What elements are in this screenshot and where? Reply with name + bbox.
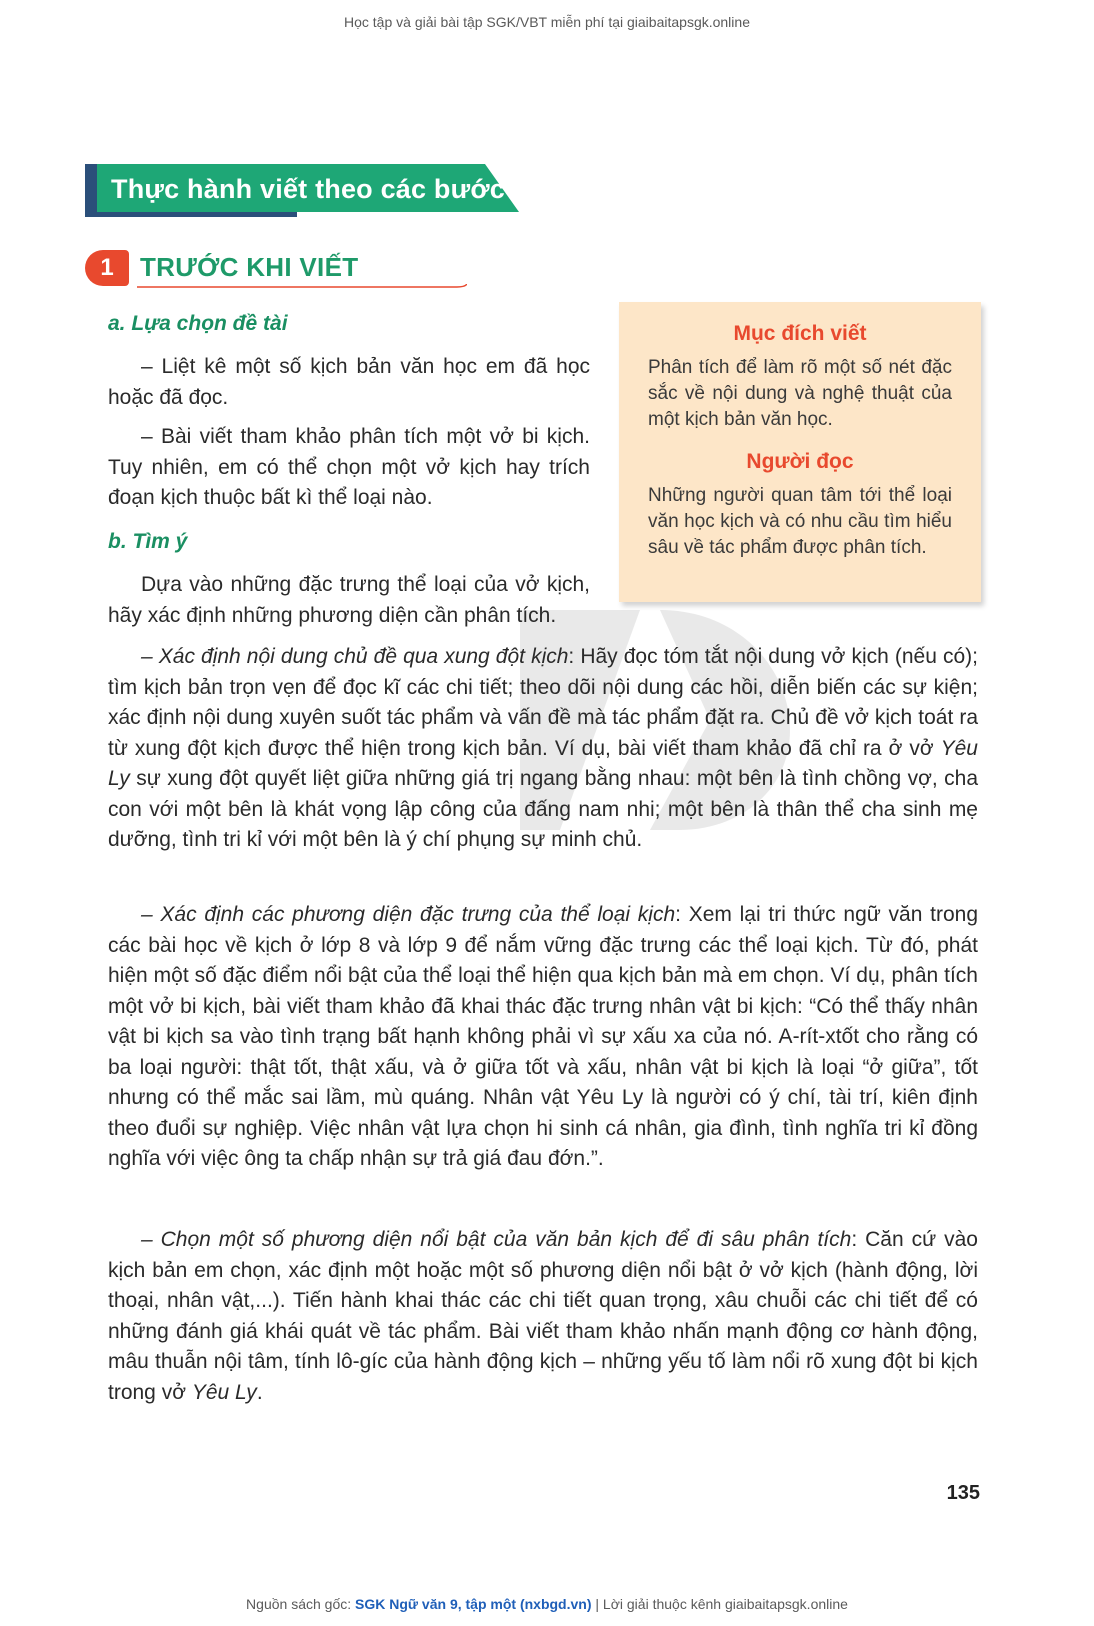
info-box [619, 302, 981, 602]
section-banner [85, 164, 519, 217]
item3-label: – Chọn một số phương diện nổi bật của văn bản kịch để đi sâu phân tích [141, 1228, 852, 1251]
reader-title: Người đọc [746, 450, 854, 473]
item1-label: – Xác định nội dung chủ đề qua xung đột kịch [141, 645, 569, 668]
section-b-intro: Dựa vào những đặc trưng thể loại của vở kịch, hãy xác định những phương diện cần phân tích. [108, 573, 590, 627]
footer-prefix: Nguồn sách gốc: [246, 1596, 356, 1612]
reader-text: Những người quan tâm tới thể loại văn học kịch và có nhu cầu tìm hiểu sâu về tác phẩm được phân tích. [648, 485, 952, 558]
purpose-title: Mục đích viết [733, 322, 867, 345]
banner-title: Thực hành viết theo các bước [111, 174, 505, 204]
item3-end: . [256, 1380, 263, 1404]
page-footer [0, 1596, 1094, 1612]
page-number: 135 [946, 1482, 980, 1504]
purpose-text: Phân tích để làm rõ một số nét đặc sắc về nội dung và nghệ thuật của một kịch bản văn học. [648, 357, 952, 430]
paragraph-content-theme [108, 642, 978, 856]
page-header: Học tập và giải bài tập SGK/VBT miễn phí tại giaibaitapsgk.online [344, 14, 750, 30]
step-heading [85, 248, 470, 290]
step-title: TRƯỚC KHI VIẾT [140, 252, 359, 282]
paragraph-key-aspects [108, 1225, 978, 1408]
item1-work-title: Yêu Ly [108, 736, 978, 790]
step-underline [137, 284, 467, 290]
item2-text: : Xem lại tri thức ngữ văn trong các bài học về kịch ở lớp 8 và lớp 9 để nắm vững đặc trưng các thể loại kịch. Từ đó, phát hiện một số đặc điểm nổi bật của thể loại thể hiện qua kịch bản mà em chọn. Ví dụ, phân tích một vở bi kịch, bài viết tham khảo đã khai thác đặc trưng nhân vật bi kịch: “Có thể thấy nhân vật bi kịch sa vào tình trạng bất hạnh không phải vì sự xấu xa của nó. A-rít-xtốt cho rằng có ba loại người: thật tốt, thật xấu, và ở giữa tốt và xấu, nhân vật bi kịch là loại “ở giữa”, tốt nhưng có thể mắc sai lầm, mù quáng. Nhân vật Yêu Ly là người có ý chí, tài trí, kiên định theo đuổi sự nghiệp. Việc nhân vật lựa chọn hi sinh cá nhân, gia đình, tình nghĩa tri kỉ đồng nghĩa với việc ông ta chấp nhận sự trả giá đau đớn.”. [108, 903, 978, 1170]
section-b-heading: b. Tìm ý [108, 530, 188, 553]
section-a-paragraph-1: – Liệt kê một số kịch bản văn học em đã học hoặc đã đọc. [108, 355, 590, 409]
section-a-heading: a. Lựa chọn đề tài [108, 312, 288, 335]
footer-book-link[interactable]: SGK Ngữ văn 9, tập một (nxbgd.vn) [355, 1596, 592, 1612]
step-number-badge: 1 [85, 250, 129, 286]
paragraph-genre-features [108, 900, 978, 1175]
item2-label: – Xác định các phương diện đặc trưng của thể loại kịch [141, 903, 676, 926]
item3-work-title: Yêu Ly [191, 1380, 257, 1404]
item1-text-b: sự xung đột quyết liệt giữa những giá trị ngang bằng nhau: một bên là tình chồng vợ, cha con với một bên là khát vọng lập công của đấng nam nhi; một bên là thân thể cha sinh mẹ dưỡng, tình tri kỉ với một bên là ý chí phụng sự minh chủ. [108, 767, 978, 851]
footer-suffix: | Lời giải thuộc kênh giaibaitapsgk.online [591, 1596, 848, 1612]
item1-text-a: : Hãy đọc tóm tắt nội dung vở kịch (nếu có); tìm kịch bản trọn vẹn để đọc kĩ các chi tiết; theo dõi nội dung các hồi, diễn biến các sự kiện; xác định nội dung xuyên suốt tác phẩm và vấn đề mà tác phẩm đặt ra. Chủ đề vở kịch toát ra từ xung đột kịch được thể hiện trong kịch bản. Ví dụ, bài viết tham khảo đã chỉ ra ở vở [108, 645, 978, 760]
section-a-paragraph-2: – Bài viết tham khảo phân tích một vở bi kịch. Tuy nhiên, em có thể chọn một vở kịch hay trích đoạn kịch thuộc bất kì thể loại nào. [108, 425, 590, 509]
item3-text: : Căn cứ vào kịch bản em chọn, xác định một hoặc một số phương diện nổi bật ở vở kịch (hành động, lời thoại, nhân vật,...). Tiến hành khai thác các chi tiết quan trọng, xâu chuỗi các chi tiết để có những đánh giá khái quát về tác phẩm. Bài viết tham khảo nhấn mạnh động cơ hành động, mâu thuẫn nội tâm, tính lô-gíc của hành động kịch – những yếu tố làm nổi rõ xung đột bi kịch trong vở [108, 1228, 978, 1404]
